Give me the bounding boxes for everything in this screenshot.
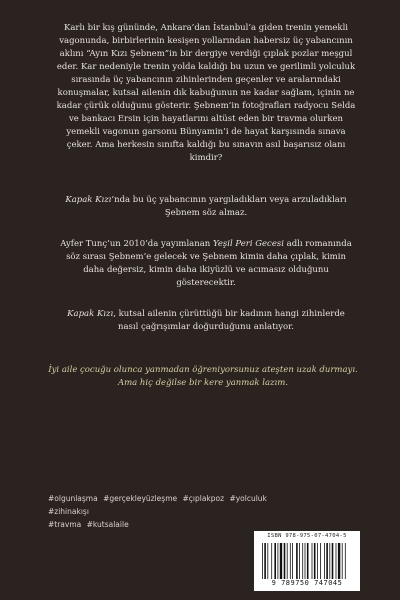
- hashtag-line-1: #olgunlaşma #gerçekleyüzleşme #çıplakpoz #yolculuk #zihinakışı: [48, 494, 267, 516]
- novel-title-ref: Yeşil Peri Gecesi: [212, 239, 284, 249]
- blurb-paragraph-3-before: Ayfer Tunç’un 2010’da yayımlanan: [60, 239, 213, 249]
- pull-quote: İyi aile çocuğu olunca yanmadan öğreniyorsunuz ateşten uzak durmayı. Ama hiç değilse bir kere yanmak lazım.: [48, 365, 358, 388]
- book-title-ref-2: Kapak Kızı: [67, 309, 114, 319]
- isbn-barcode: [254, 531, 360, 591]
- barcode-digits: 9 789750 747045: [271, 579, 343, 587]
- barcode-bars: [262, 543, 354, 579]
- blurb-paragraph-4-text: , kutsal ailenin çürüttüğü bir kadının hangi zihinlerde nasıl çağrışımlar doğurduğunu anlatıyor.: [113, 309, 345, 332]
- blurb-paragraph-2-text: ’nda bu üç yabancının yargıladıkları veya arzuladıkları Şebnem söz almaz.: [111, 195, 347, 218]
- book-title-ref: Kapak Kızı: [65, 195, 112, 205]
- blurb-paragraph-3: [56, 238, 356, 290]
- hashtag-list: [48, 492, 308, 531]
- hashtag-line-2: #travma #kutsalaile: [48, 520, 129, 529]
- isbn-label: ISBN 978-975-07-4704-5: [267, 533, 347, 539]
- blurb-paragraph-3-after: adlı romanında söz sırası Şebnem’e gelecek ve Şebnem kimin daha çıplak, kimin daha değersiz, kimin daha ikiyüzlü ve acımasız olduğunu gösterecektir.: [66, 239, 352, 288]
- blurb-paragraph-2: [56, 194, 356, 220]
- blurb-paragraph-4: [56, 308, 356, 334]
- blurb-paragraph-1: Karlı bir kış gününde, Ankara’dan İstanbul’a giden trenin yemekli vagonunda, birbirlerinin kesişen yollarından habersiz üç yabancının aklını “Ayın Kızı Şebnem”in bir dergiye verdiği çıplak pozlar meşgul eder. Kar nedeniyle trenin yolda kaldığı bu uzun ve gerilimli yolculuk sırasında üç yabancının zihinlerinden geçenler ve aralarındaki konuşmalar, kutsal ailenin dık kabuğunun ne kadar sağlam, içinin ne kadar çürük olduğunu gösterir. Şebnem’in fotoğrafları radyocu Selda ve bankacı Ersin için hayatlarını altüst eden bir travma olurken yemekli vagonun garsonu Bünyamin’i de hayat karşısında sınava çeker. Ama herkesin sınıfta kaldığı bu sınavın asıl başarısız olanı kimdir?: [56, 23, 356, 163]
